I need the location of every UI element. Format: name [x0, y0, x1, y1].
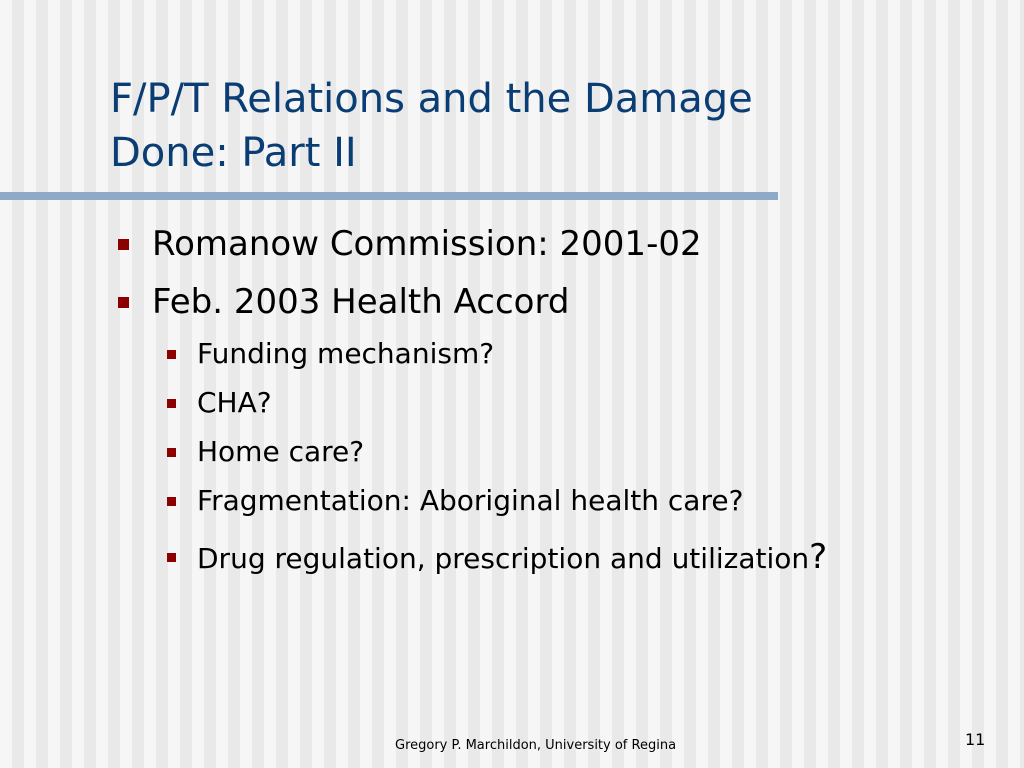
square-bullet-icon — [167, 448, 176, 457]
sub-bullet-item — [197, 435, 364, 469]
sub-bullet-item — [197, 537, 828, 577]
footer-author: Gregory P. Marchildon, University of Regina — [395, 738, 677, 753]
title-divider — [0, 192, 778, 200]
bullet-text: Romanow Commission: 2001-02 — [152, 224, 702, 264]
square-bullet-icon — [167, 399, 176, 408]
slide-title-line-2: Done: Part II — [110, 130, 357, 176]
bullet-item — [152, 224, 702, 264]
sub-bullet-item — [197, 337, 494, 371]
sub-bullet-item — [197, 386, 272, 420]
sub-bullet-text: Drug regulation, prescription and utilization — [197, 542, 810, 575]
square-bullet-icon — [167, 497, 176, 506]
bullet-item — [152, 282, 569, 322]
sub-bullet-text: Home care? — [197, 435, 365, 468]
square-bullet-icon — [167, 553, 176, 562]
sub-bullet-item — [197, 484, 743, 518]
sub-bullet-text: CHA? — [197, 386, 272, 419]
question-mark: ? — [809, 537, 828, 577]
square-bullet-icon — [118, 297, 129, 308]
square-bullet-icon — [167, 350, 176, 359]
sub-bullet-text: Fragmentation: Aboriginal health care? — [197, 484, 744, 517]
page-number: 11 — [965, 730, 986, 749]
sub-bullet-text: Funding mechanism? — [197, 337, 495, 370]
slide-title-line-1: F/P/T Relations and the Damage — [110, 76, 753, 122]
square-bullet-icon — [118, 239, 129, 250]
slide-title — [110, 72, 870, 180]
bullet-text: Feb. 2003 Health Accord — [152, 282, 570, 322]
